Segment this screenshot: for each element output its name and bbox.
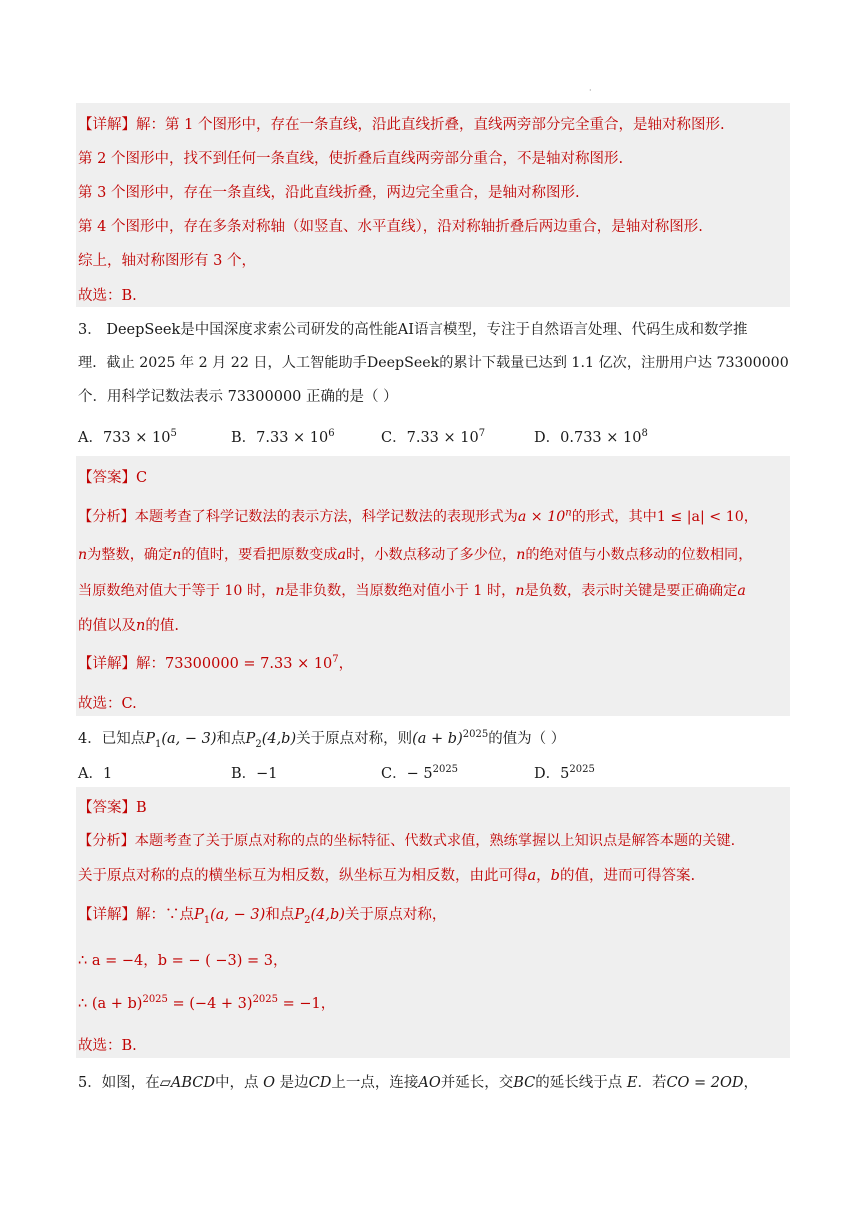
q2-detail-line-4: 第 4 个图形中，存在多条对称轴（如竖直、水平直线），沿对称轴折叠后两边重合，是轴对称图形. [78, 219, 703, 235]
q2-detail-line-2: 第 2 个图形中，找不到任何一条直线，使折叠后直线两旁部分重合，不是轴对称图形. [78, 151, 624, 167]
q3-option-a: A．$733 \times 10^5$ [78, 428, 177, 446]
q2-choice: 故选：B. [78, 288, 137, 304]
q4-answer: 【答案】B [78, 800, 147, 816]
q4-detail: 【详解】解：∵点$P_1(a$, − 3)和点$P_2(4,b)$关于原点对称， [78, 907, 447, 926]
q3-analysis-line-1: 【分析】本题考查了科学记数法的表示方法，科学记数法的表现形式为$a \times 10^n$的形式，其中1 ≤ |a| < 10， [78, 507, 758, 525]
q4-step-2: ∴ $(a + b)^{2025} = (-4 + 3)^{2025} = -1$， [78, 994, 336, 1012]
q2-detail-line-3: 第 3 个图形中，存在一条直线，沿此直线折叠，两边完全重合，是轴对称图形. [78, 185, 580, 201]
q3-analysis-line-4: 的值以及n的值. [78, 618, 179, 634]
q4-step-1: ∴ a = −4，b = − ( −3) = 3， [78, 953, 288, 969]
q4-option-a: A．1 [78, 766, 113, 782]
q5-stem: 5．如图，在▱ABCD中，点 O 是边CD上一点，连接AO并延长，交BC的延长线于点 E．若CO = 2OD， [78, 1075, 759, 1091]
q4-option-b: B．−1 [231, 766, 278, 782]
q3-stem-line-2: 理．截止 2025 年 2 月 22 日，人工智能助手DeepSeek的累计下载量已达到 1.1 亿次，注册用户达 73300000 [78, 355, 789, 371]
q4-choice: 故选：B. [78, 1038, 137, 1054]
q3-answer: 【答案】C [78, 470, 148, 486]
q3-stem-line-3: 个．用科学记数法表示 73300000 正确的是（ ） [78, 389, 398, 405]
q4-analysis-line-2: 关于原点对称的点的横坐标互为相反数，纵坐标互为相反数，由此可得a，b的值，进而可得答案. [78, 868, 696, 884]
q2-detail-line-5: 综上，轴对称图形有 3 个， [78, 253, 256, 269]
q3-analysis-line-2: n为整数，确定n的值时，要看把原数变成a时，小数点移动了多少位，n的绝对值与小数点移动的位数相同， [78, 547, 753, 563]
q4-analysis-line-1: 【分析】本题考查了关于原点对称的点的坐标特征、代数式求值，熟练掌握以上知识点是解答本题的关键. [78, 833, 736, 849]
q3-analysis-line-3: 当原数绝对值大于等于 10 时，n是非负数，当原数绝对值小于 1 时，n是负数，表示时关键是要正确确定a [78, 583, 746, 599]
q3-option-d: D．$0.733 \times 10^8$ [534, 428, 648, 446]
q3-choice: 故选：C. [78, 696, 137, 712]
q3-option-b: B．$7.33 \times 10^6$ [231, 428, 335, 446]
q4-stem: 4．已知点$P_1(a$, − 3)和点$P_2(4,b)$关于原点对称，则$(a + b)^{2025}$的值为（ ） [78, 729, 566, 750]
q2-detail-line-1: 【详解】解：第 1 个图形中，存在一条直线，沿此直线折叠，直线两旁部分完全重合，是轴对称图形. [78, 117, 725, 133]
q3-option-c: C．$7.33 \times 10^7$ [381, 428, 486, 446]
q3-detail: 【详解】解：$73300000 = 7.33 \times 10^7$， [78, 654, 354, 672]
q3-stem-line-1: 3． DeepSeek是中国深度求索公司研发的高性能AI语言模型，专注于自然语言处理、代码生成和数学推 [78, 322, 748, 338]
q4-option-c: C．− $5^{2025}$ [381, 764, 459, 782]
top-mark: · [589, 86, 592, 95]
q4-option-d: D．$5^{2025}$ [534, 764, 595, 782]
